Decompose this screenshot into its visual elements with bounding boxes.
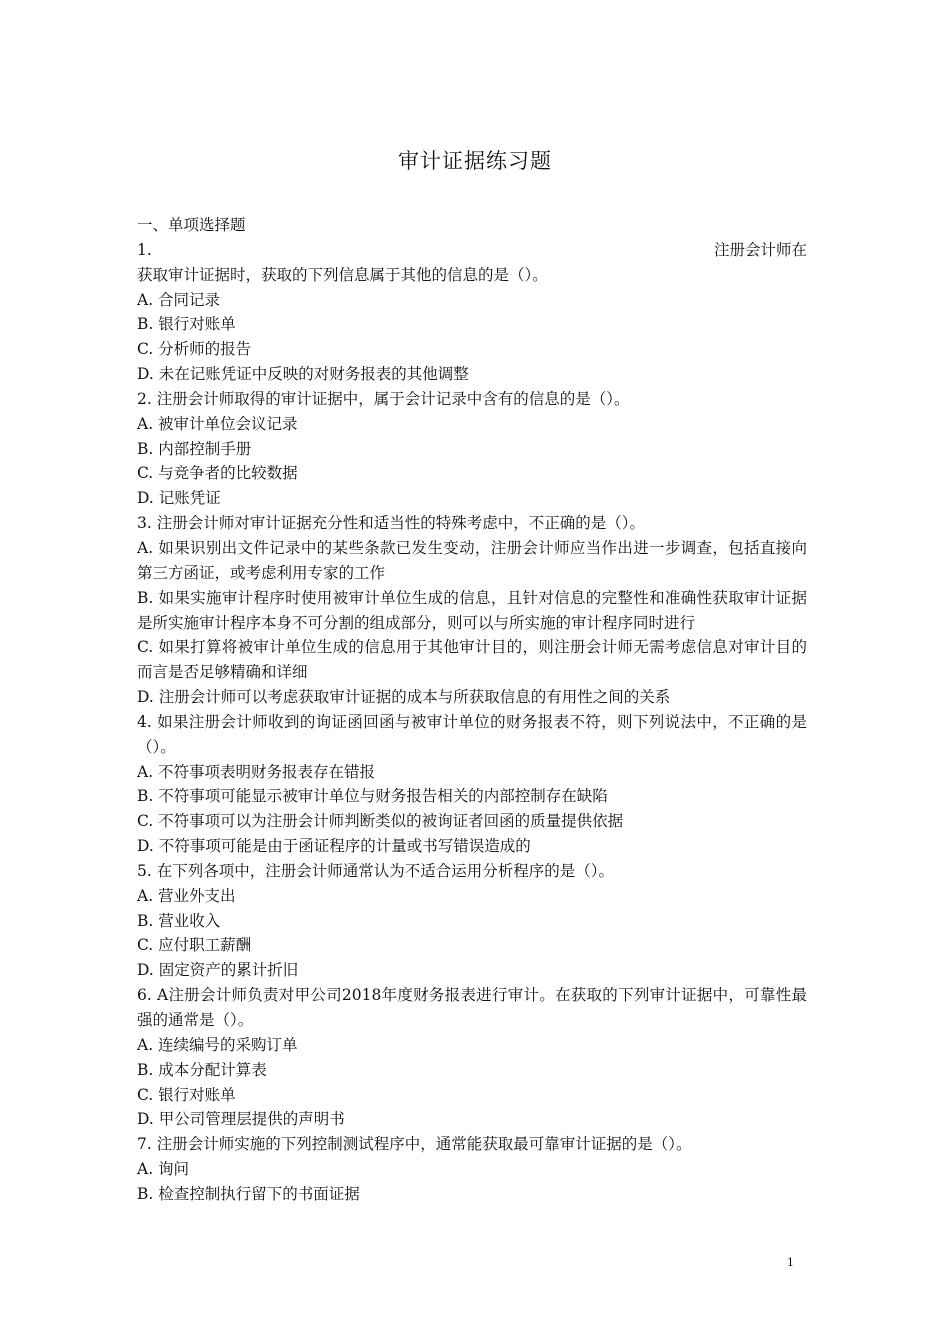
option: D. 注册会计师可以考虑获取审计证据的成本与所获取信息的有用性之间的关系	[137, 688, 671, 707]
option: A. 合同记录	[137, 290, 221, 309]
option: D. 甲公司管理层提供的声明书	[137, 1110, 345, 1129]
option: D. 固定资产的累计折旧	[137, 961, 299, 980]
question-stem: 3. 注册会计师对审计证据充分性和适当性的特殊考虑中，不正确的是（）。	[137, 514, 645, 533]
question-stem-start: 注册会计师在	[713, 240, 807, 259]
option: C. 与竞争者的比较数据	[137, 464, 298, 483]
option: B. 如果实施审计程序时使用被审计单位生成的信息，且针对信息的完整性和准确性获取审计证据是所实施审计程序本身不可分割的组成部分，则可以与所实施的审计程序同时进行	[137, 588, 807, 632]
question-stem: 6. A注册会计师负责对甲公司2018年度财务报表进行审计。在获取的下列审计证据中，可靠性最强的通常是（）。	[137, 986, 807, 1029]
section-heading: 一、单项选择题	[137, 216, 246, 234]
option: B. 不符事项可能显示被审计单位与财务报告相关的内部控制存在缺陷	[137, 787, 608, 806]
option: B. 营业收入	[137, 911, 221, 930]
option: A. 询问	[137, 1160, 190, 1179]
question-1-first-line	[137, 238, 807, 263]
question-number: 1.	[137, 240, 152, 259]
question-stem: 获取审计证据时，获取的下列信息属于其他的信息的是（）。	[137, 265, 548, 284]
question-stem: 5. 在下列各项中，注册会计师通常认为不适合运用分析程序的是（）。	[137, 861, 614, 880]
option: C. 银行对账单	[137, 1085, 236, 1104]
option: C. 应付职工薪酬	[137, 936, 252, 955]
option: A. 被审计单位会议记录	[137, 414, 298, 433]
option: A. 不符事项表明财务报表存在错报	[137, 762, 376, 781]
option: B. 检查控制执行留下的书面证据	[137, 1184, 360, 1203]
question-stem: 7. 注册会计师实施的下列控制测试程序中，通常能获取最可靠审计证据的是（）。	[137, 1135, 692, 1154]
page-number: 1	[787, 1256, 794, 1269]
option: C. 不符事项可以为注册会计师判断类似的被询证者回函的质量提供依据	[137, 812, 624, 831]
option: A. 营业外支出	[137, 886, 236, 905]
option: A. 如果识别出文件记录中的某些条款已发生变动，注册会计师应当作出进一步调查，包括直接向第三方函证，或考虑利用专家的工作	[137, 538, 807, 582]
option: B. 银行对账单	[137, 315, 236, 334]
document-body	[137, 213, 807, 1207]
document-title: 审计证据练习题	[398, 149, 552, 173]
option: B. 成本分配计算表	[137, 1060, 267, 1079]
question-stem: 2. 注册会计师取得的审计证据中，属于会计记录中含有的信息的是（）。	[137, 389, 630, 408]
option: D. 记账凭证	[137, 489, 221, 508]
option: D. 未在记账凭证中反映的对财务报表的其他调整	[137, 365, 469, 384]
option: D. 不符事项可能是由于函证程序的计量或书写错误造成的	[137, 837, 531, 856]
option: A. 连续编号的采购订单	[137, 1035, 298, 1054]
option: C. 分析师的报告	[137, 340, 252, 359]
option: B. 内部控制手册	[137, 439, 252, 458]
question-stem: 4. 如果注册会计师收到的询证函回函与被审计单位的财务报表不符，则下列说法中，不正确的是（）。	[137, 712, 807, 756]
option: C. 如果打算将被审计单位生成的信息用于其他审计目的，则注册会计师无需考虑信息对审计目的而言是否足够精确和详细	[137, 638, 807, 682]
